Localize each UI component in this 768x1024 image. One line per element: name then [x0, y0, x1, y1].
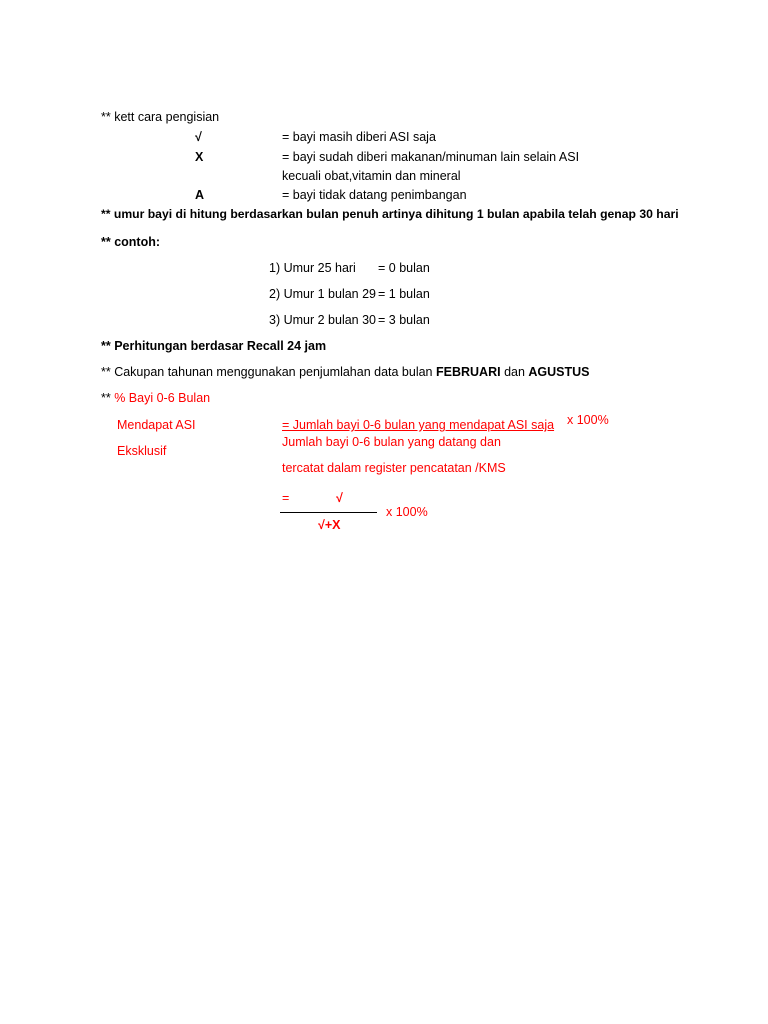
- legend-desc-a: = bayi tidak datang penimbangan: [282, 188, 467, 202]
- legend-symbol-a: A: [195, 188, 205, 202]
- formula-multiplier: x 100%: [567, 413, 609, 427]
- legend-symbol-check: √: [195, 130, 202, 144]
- formula-denominator-line2: tercatat dalam register pencatatan /KMS: [282, 461, 506, 475]
- note-cakupan-month-aug: AGUSTUS: [528, 365, 590, 379]
- legend-heading: ** kett cara pengisian: [101, 110, 220, 124]
- formula-label-line2: Eksklusif: [117, 444, 167, 458]
- simple-denominator: √+X: [318, 518, 341, 532]
- fraction-bar: [280, 512, 377, 513]
- example-3-age: 3) Umur 2 bulan 30: [269, 313, 377, 327]
- example-2-age: 2) Umur 1 bulan 29: [269, 287, 377, 301]
- example-1-result: = 0 bulan: [378, 261, 430, 275]
- note-cakupan-prefix: ** Cakupan tahunan menggunakan penjumlahan data bulan: [101, 365, 436, 379]
- legend-symbol-x: X: [195, 150, 204, 164]
- note-contoh-heading: ** contoh:: [101, 235, 161, 249]
- note-recall: ** Perhitungan berdasar Recall 24 jam: [101, 339, 327, 353]
- simple-numerator: √: [336, 491, 343, 505]
- formula-label-line1: Mendapat ASI: [117, 418, 196, 432]
- legend-desc-x: = bayi sudah diberi makanan/minuman lain selain ASI: [282, 150, 580, 164]
- note-umur: ** umur bayi di hitung berdasarkan bulan penuh artinya dihitung 1 bulan apabila telah genap 30 hari: [101, 207, 679, 221]
- formula-title: % Bayi 0-6 Bulan: [114, 391, 211, 405]
- example-3-result: = 3 bulan: [378, 313, 430, 327]
- example-1-age: 1) Umur 25 hari: [269, 261, 356, 275]
- legend-desc-check: = bayi masih diberi ASI saja: [282, 130, 436, 144]
- formula-stars: **: [101, 391, 111, 405]
- note-cakupan: [101, 366, 590, 379]
- note-cakupan-month-feb: FEBRUARI: [436, 365, 501, 379]
- legend-desc-x-cont: kecuali obat,vitamin dan mineral: [282, 169, 461, 183]
- simple-equals: =: [282, 491, 290, 505]
- note-cakupan-mid: dan: [500, 365, 529, 379]
- simple-multiplier: x 100%: [386, 505, 428, 519]
- example-2-result: = 1 bulan: [378, 287, 430, 301]
- formula-heading: [101, 392, 210, 405]
- formula-numerator: = Jumlah bayi 0-6 bulan yang mendapat ASI saja: [282, 418, 555, 432]
- formula-denominator-line1: Jumlah bayi 0-6 bulan yang datang dan: [282, 435, 501, 449]
